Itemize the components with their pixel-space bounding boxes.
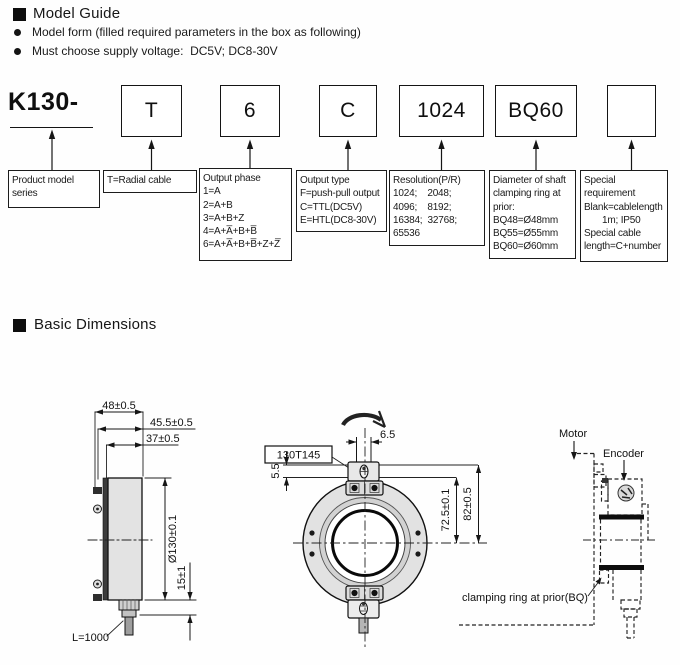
dim-clamp-height: 5.5 bbox=[270, 463, 282, 479]
encoder-body-side bbox=[108, 478, 142, 600]
dim-outer-height: 82±0.5 bbox=[462, 487, 474, 521]
description-output-phase: Output phase 1=A 2=A+B 3=A+B+Z 4=A+A̅+B+B̅ 6=A+A̅+B+B̅+Z+Z̅ bbox=[199, 168, 292, 261]
mount-bracket-top bbox=[346, 481, 383, 495]
mount-bracket-bottom bbox=[346, 586, 383, 600]
motor-label: Motor bbox=[559, 428, 588, 440]
cable-gland bbox=[119, 600, 139, 617]
cable-length-label: L=1000 bbox=[72, 632, 110, 644]
model-box-output-type: C bbox=[319, 85, 377, 137]
rear-screw-top bbox=[93, 487, 102, 494]
section-square-icon bbox=[13, 319, 26, 332]
model-form-note: Model form (filled required parameters in the box as following) bbox=[32, 25, 361, 39]
model-prefix: K130- bbox=[8, 88, 79, 116]
clamping-bar-bottom bbox=[599, 565, 644, 570]
section-title-model-guide: Model Guide bbox=[33, 5, 121, 22]
dim-inner-height: 72.5±0.1 bbox=[440, 488, 452, 532]
dim-body-depth: 37±0.5 bbox=[146, 433, 180, 445]
section-square-icon bbox=[13, 8, 26, 21]
side-view-drawing bbox=[72, 400, 196, 644]
rear-flange bbox=[103, 478, 108, 600]
part-label: 130T145 bbox=[276, 449, 321, 462]
clamping-ring-label: clamping ring at prior(BQ) bbox=[462, 592, 588, 604]
dim-slot-width: 6.5 bbox=[380, 429, 396, 441]
rear-screw-bottom bbox=[93, 594, 102, 601]
supply-voltage-note: Must choose supply voltage: DC5V; DC8-30V bbox=[32, 44, 278, 58]
encoder-outline bbox=[600, 479, 649, 638]
dimension-drawings bbox=[0, 340, 680, 665]
description-product-series: Product model series bbox=[8, 170, 100, 208]
rotation-arrow-icon bbox=[343, 411, 385, 427]
description-clamping-ring: Diameter of shaft clamping ring at prior: BQ48=Ø48mm BQ55=Ø55mm BQ60=Ø60mm bbox=[489, 170, 576, 259]
model-box-cable: T bbox=[121, 85, 182, 137]
description-cable-type: T=Radial cable bbox=[103, 170, 197, 193]
dim-total-depth: 48±0.5 bbox=[102, 400, 136, 412]
section-title-basic-dimensions: Basic Dimensions bbox=[34, 316, 157, 333]
description-resolution: Resolution(P/R) 1024; 2048; 4096; 8192; 16384; 32768; 65536 bbox=[389, 170, 485, 246]
model-form-arrows bbox=[0, 125, 680, 175]
set-screw bbox=[602, 478, 608, 483]
encoder-disc-icon bbox=[618, 485, 634, 501]
bullet-icon bbox=[14, 48, 21, 55]
mounting-view-drawing bbox=[459, 428, 656, 638]
encoder-label: Encoder bbox=[603, 448, 644, 460]
cable-exit-block bbox=[348, 600, 379, 633]
dim-diameter: Ø130±0.1 bbox=[167, 514, 179, 564]
bullet-icon bbox=[14, 29, 21, 36]
front-view-drawing bbox=[265, 411, 487, 648]
dim-gland-length: 15±1 bbox=[176, 565, 188, 591]
cable bbox=[125, 617, 133, 635]
model-box-phase: 6 bbox=[220, 85, 280, 137]
shaft-clamp-top bbox=[348, 462, 379, 481]
description-output-type: Output type F=push-pull output C=TTL(DC5V) E=HTL(DC8-30V) bbox=[296, 170, 387, 232]
model-box-clamping-ring: BQ60 bbox=[495, 85, 577, 137]
model-box-resolution: 1024 bbox=[399, 85, 484, 137]
description-special-requirement: Special requirement Blank=cablelength 1m; IP50 Special cable length=C+number bbox=[580, 170, 668, 262]
clamping-bar-top bbox=[599, 515, 644, 520]
dim-flange-depth: 45.5±0.5 bbox=[150, 417, 193, 429]
